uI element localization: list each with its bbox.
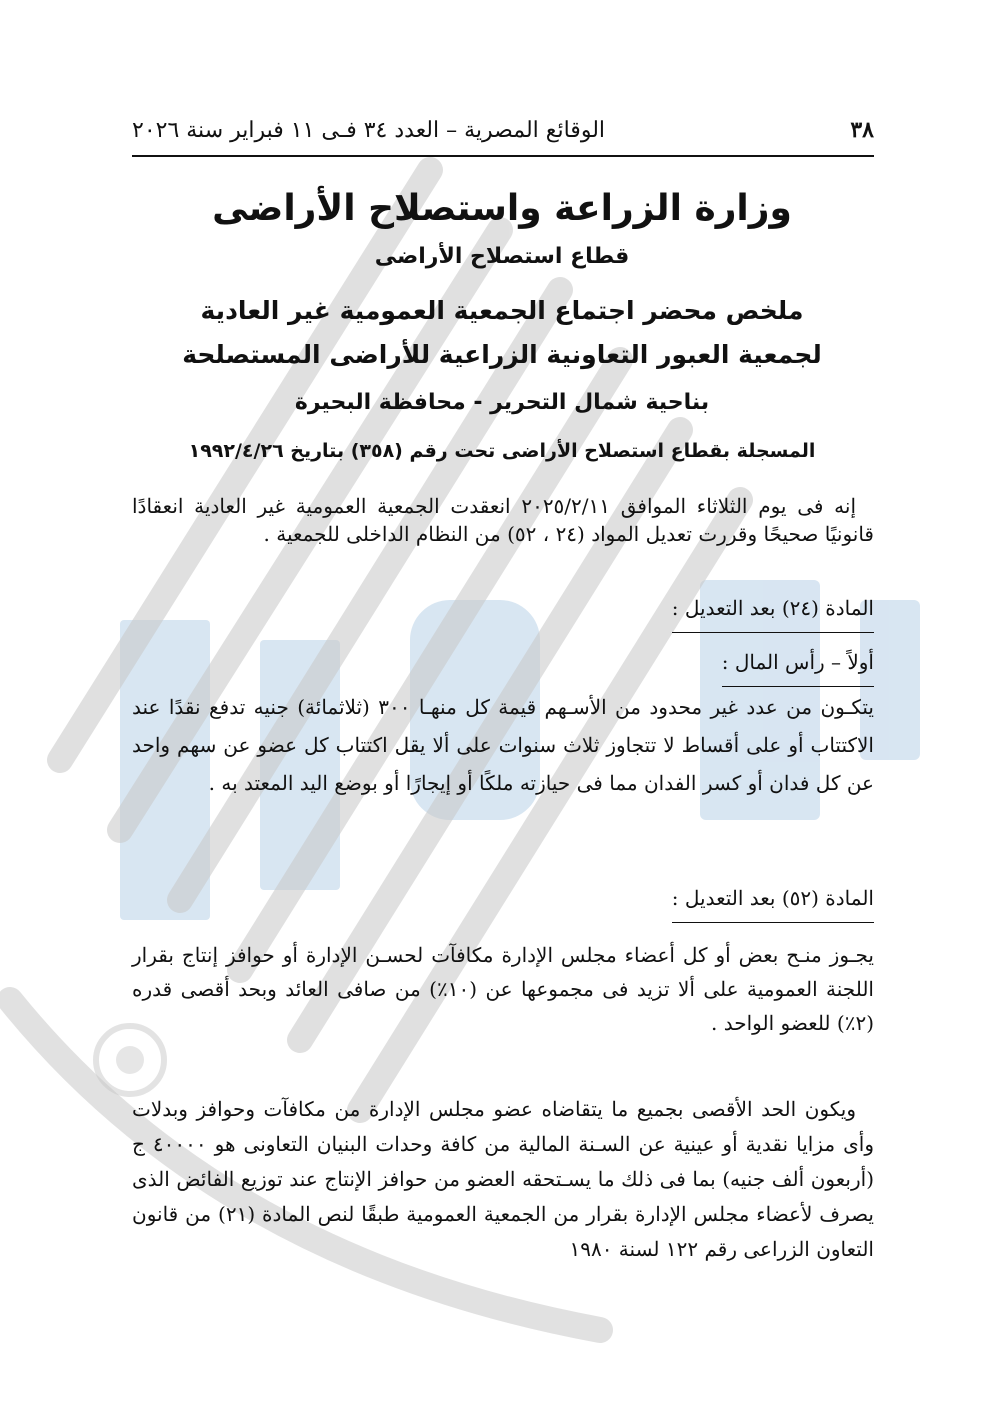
sector-title: قطاع استصلاح الأراضى	[374, 244, 630, 269]
capital-paragraph	[132, 688, 874, 802]
running-header	[132, 112, 874, 148]
header-divider	[132, 155, 874, 157]
cooperative-name: لجمعية العبور التعاونية الزراعية للأراضى المستصلحة	[182, 340, 822, 369]
capital-label: أولاً – رأس المال :	[722, 648, 874, 687]
meeting-paragraph-text: إنه فى يوم الثلاثاء الموافق ٢٠٢٥/٢/١١ انعقدت الجمعية العمومية غير العادية انعقادًا قانونيًا صحيحًا وقررت تعديل المواد (٢٤ ، ٥٢) من النظام الداخلى للجمعية .	[132, 494, 874, 546]
incentives-paragraph-text: يجـوز منـح بعض أو كل أعضاء مجلس الإدارة مكافآت لحسـن الإدارة أو حوافز إنتاج بقرار اللجنة العمومية على ألا تزيد فى مجموعها عن (١٠٪) من صافى العائد وبحد أقصى قدره (٢٪) للعضو الواحد .	[132, 943, 874, 1035]
article-24-label: المادة (٢٤) بعد التعديل :	[672, 594, 874, 633]
maximum-paragraph	[132, 1092, 874, 1267]
article-52-heading	[132, 884, 874, 923]
ministry-title: وزارة الزراعة واستصلاح الأراضى	[212, 188, 792, 229]
incentives-paragraph	[132, 938, 874, 1040]
gazette-header-title: الوقائع المصرية – العدد ٣٤ فـى ١١ فبراير سنة ٢٠٢٦	[132, 117, 606, 143]
capital-paragraph-text: يتكـون من عدد غير محدود من الأسـهم قيمة كل منهـا ٣٠٠ (ثلاثمائة) جنيه تدفع نقدًا عند الاكتتاب أو على أقساط لا تتجاوز ثلاث سنوات على ألا يقل اكتتاب كل عضو عن سهم واحد عن كل فدان أو كسر الفدان مما فى حيازته ملكًا أو إيجارًا أو بوضع اليد المعتد به .	[132, 695, 874, 795]
cooperative-location: بناحية شمال التحرير - محافظة البحيرة	[294, 390, 710, 415]
article-24-heading	[132, 594, 874, 633]
maximum-paragraph-text: ويكون الحد الأقصى بجميع ما يتقاضاه عضو مجلس الإدارة من مكافآت وحوافز وبدلات وأى مزايا نقدية أو عينية عن السـنة المالية من كافة وحدات البنيان التعاونى هو ٤٠٠٠٠ ج (أربعون ألف جنيه) بما فى ذلك ما يسـتحقه العضو من حوافز الإنتاج عند توزيع الفائض الذى يصرف لأعضاء مجلس الإدارة بقرار من الجمعية العمومية طبقًا لنص المادة (٢١) من قانون التعاون الزراعى رقم ١٢٢ لسنة ١٩٨٠	[132, 1097, 874, 1261]
article-52-label: المادة (٥٢) بعد التعديل :	[672, 884, 874, 923]
registration-line: المسجلة بقطاع استصلاح الأراضى تحت رقم (٣٥٨) بتاريخ ١٩٩٢/٤/٢٦	[188, 440, 816, 462]
summary-title: ملخص محضر اجتماع الجمعية العمومية غير العادية	[200, 296, 804, 325]
page-number: ٣٨	[850, 117, 874, 143]
capital-heading	[132, 648, 874, 687]
meeting-paragraph	[132, 492, 874, 548]
